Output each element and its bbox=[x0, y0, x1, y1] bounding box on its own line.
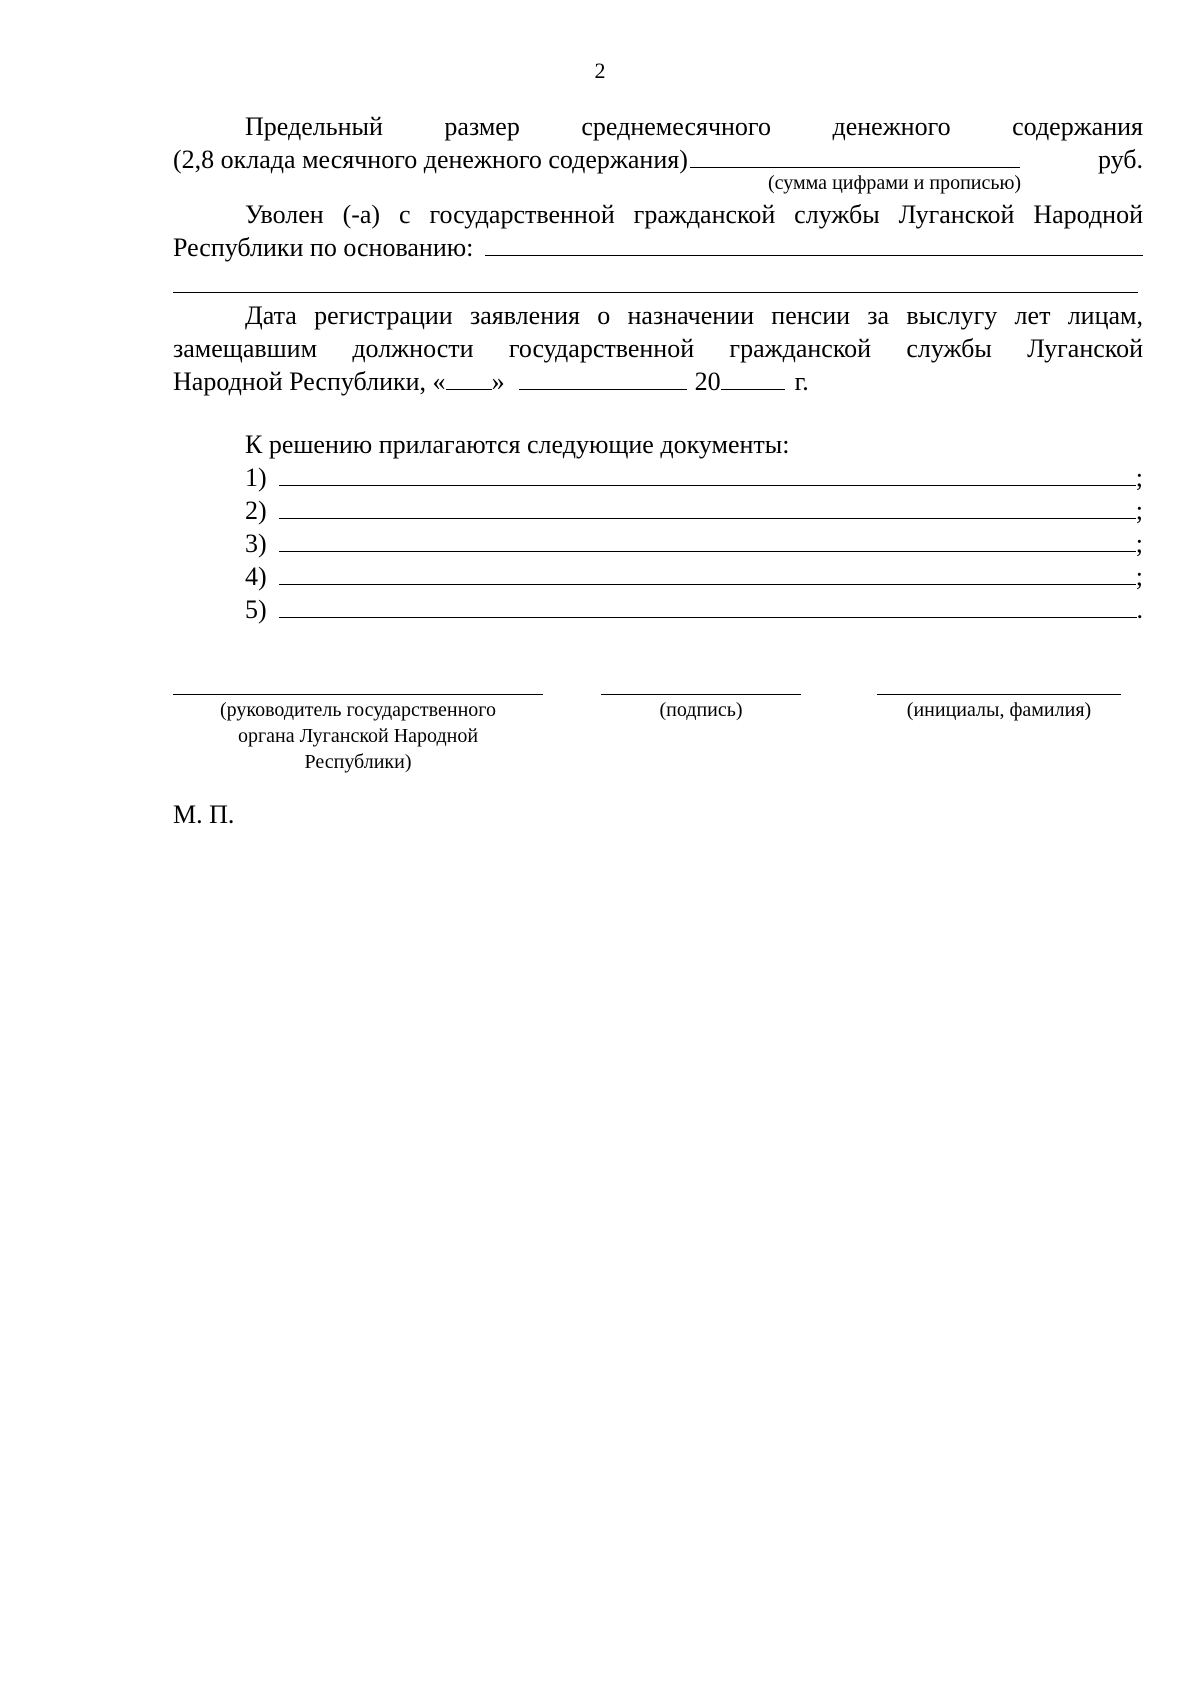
signature-column bbox=[601, 670, 801, 723]
document-item-number: 4) bbox=[245, 562, 267, 591]
head-position-label bbox=[173, 697, 543, 775]
document-item-number: 5) bbox=[245, 595, 267, 624]
head-position-field[interactable] bbox=[173, 670, 543, 695]
name-column bbox=[875, 670, 1123, 723]
registration-year-field[interactable] bbox=[721, 367, 785, 390]
salary-amount-field[interactable] bbox=[690, 145, 1020, 168]
registration-year-prefix: 20 bbox=[694, 367, 721, 396]
documents-list bbox=[245, 461, 1143, 626]
name-label: (инициалы, фамилия) bbox=[906, 699, 1092, 721]
name-field[interactable] bbox=[877, 670, 1121, 695]
document-item-number: 2) bbox=[245, 496, 267, 525]
stamp-place-label: М. П. bbox=[173, 800, 235, 829]
documents-heading: К решению прилагаются следующие документы: bbox=[245, 430, 790, 459]
salary-line-2-text: (2,8 оклада месячного денежного содержания) bbox=[173, 145, 688, 174]
document-item-end: ; bbox=[1135, 463, 1143, 492]
registration-day-field[interactable] bbox=[446, 367, 492, 390]
document-item-field[interactable] bbox=[279, 560, 1136, 585]
document-item-field[interactable] bbox=[279, 494, 1136, 519]
document-item-end: ; bbox=[1135, 562, 1143, 591]
document-item-field[interactable] bbox=[279, 527, 1136, 552]
document-item-end: ; bbox=[1135, 529, 1143, 558]
head-position-label-line: (руководитель государственного bbox=[220, 699, 496, 721]
document-body bbox=[173, 110, 1143, 626]
dismissal-reason-field-2[interactable] bbox=[173, 264, 1138, 293]
dismissal-line-2-text: Республики по основанию: bbox=[173, 233, 474, 262]
document-item-end: . bbox=[1136, 595, 1143, 624]
signature-block bbox=[173, 670, 1143, 790]
head-position-label-line: Республики) bbox=[304, 751, 412, 773]
head-signature-column bbox=[173, 670, 543, 775]
document-item bbox=[245, 593, 1143, 626]
page-number: 2 bbox=[594, 58, 606, 83]
registration-line-3-text: Народной Республики, « bbox=[173, 367, 446, 396]
document-item-end: ; bbox=[1135, 496, 1143, 525]
registration-line-2: замещавшим должности государственной гражданской службы Луганской bbox=[173, 334, 1143, 363]
signature-field[interactable] bbox=[601, 670, 801, 695]
registration-year-suffix: г. bbox=[794, 367, 809, 396]
registration-month-field[interactable] bbox=[519, 367, 687, 390]
salary-hint-row bbox=[173, 172, 1143, 198]
registration-quote-close: » bbox=[491, 367, 505, 396]
document-item bbox=[245, 560, 1143, 593]
salary-hint: (сумма цифрами и прописью) bbox=[768, 172, 1022, 194]
head-position-label-line: органа Луганской Народной bbox=[237, 725, 479, 747]
signature-label: (подпись) bbox=[659, 699, 743, 721]
dismissal-line-1: Уволен (-а) с государственной гражданской службы Луганской Народной bbox=[245, 200, 1143, 229]
document-item-field[interactable] bbox=[279, 461, 1136, 486]
document-item bbox=[245, 527, 1143, 560]
salary-line-1: Предельный размер среднемесячного денежного содержания bbox=[245, 112, 1143, 141]
documents-section bbox=[173, 428, 1143, 626]
dismissal-reason-field[interactable] bbox=[485, 231, 1143, 256]
salary-currency: руб. bbox=[1097, 145, 1143, 174]
document-item-number: 1) bbox=[245, 463, 267, 492]
document-item-number: 3) bbox=[245, 529, 267, 558]
registration-line-1: Дата регистрации заявления о назначении пенсии за выслугу лет лицам, bbox=[245, 301, 1143, 330]
registration-line-3 bbox=[173, 365, 1143, 398]
document-item-field[interactable] bbox=[279, 593, 1137, 618]
document-item bbox=[245, 494, 1143, 527]
dismissal-line-2 bbox=[173, 231, 1143, 264]
document-item bbox=[245, 461, 1143, 494]
